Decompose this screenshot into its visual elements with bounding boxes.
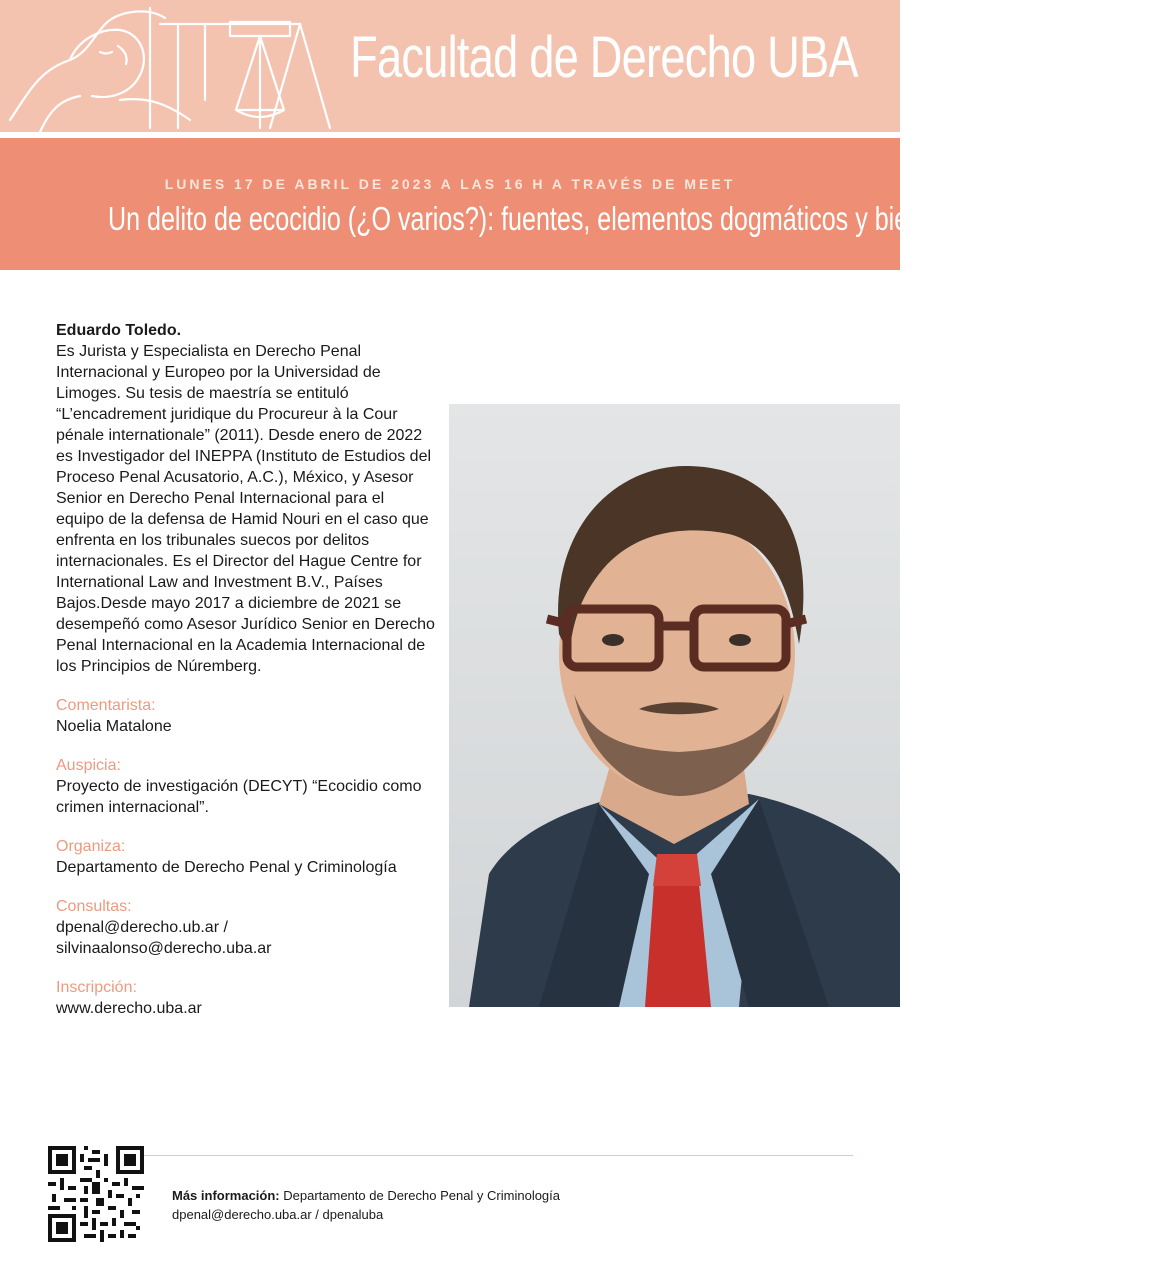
speaker-bio: Es Jurista y Especialista en Derecho Penal Internacional y Europeo por la Universidad de Limoges. Su tesis de maestría se entituló “L’encadrement juridique du Procureur à la Cour pénale internationale” (2011). Desde enero de 2022 es Investigador del INEPPA (Instituto de Estudios del Proceso Penal Acusatorio, A.C.), México, y Asesor Senior en Derecho Penal Internacional para el equipo de la defensa de Hamid Nouri en el caso que enfrenta en los tribunales suecos por delitos internacionales. Es el Director del Hague Centre for International Law and Investment B.V., Países Bajos.Desde mayo 2017 a diciembre de 2021 se desempeñó como Asesor Jurídico Senior en Derecho Penal Internacional en la Academia Internacional de los Principios de Núremberg.	[56, 343, 435, 675]
section-comentarista	[56, 695, 436, 737]
speaker-portrait-icon	[449, 404, 900, 1007]
consultas-email-2[interactable]: silvinaalonso@derecho.uba.ar	[56, 940, 272, 957]
footer-divider	[56, 1155, 853, 1156]
consultas-label: Consultas:	[56, 898, 132, 915]
event-title: Un delito de ecocidio (¿O varios?): fuentes, elementos dogmáticos y bienes jurídicos protegidos	[108, 200, 1173, 237]
organiza-label: Organiza:	[56, 838, 126, 855]
organiza-value: Departamento de Derecho Penal y Criminología	[56, 859, 397, 876]
auspicia-label: Auspicia:	[56, 757, 121, 774]
comentarista-value: Noelia Matalone	[56, 718, 172, 735]
speaker-name: Eduardo Toledo.	[56, 322, 182, 339]
section-organiza	[56, 836, 436, 878]
event-band	[0, 138, 1173, 270]
justice-illustration-icon	[0, 0, 360, 132]
more-info-label: Más información:	[172, 1188, 280, 1203]
footer-info	[172, 1186, 560, 1224]
more-info-value: Departamento de Derecho Penal y Criminología	[283, 1188, 561, 1203]
inscripcion-label: Inscripción:	[56, 979, 137, 996]
consultas-email-1[interactable]: dpenal@derecho.ub.ar /	[56, 919, 228, 936]
header-band	[0, 0, 900, 132]
brand-title: Facultad de Derecho UBA	[350, 25, 858, 90]
auspicia-value: Proyecto de investigación (DECYT) “Ecocidio como crimen internacional”.	[56, 778, 422, 816]
inscripcion-link[interactable]: www.derecho.uba.ar	[56, 1000, 202, 1017]
footer-contact[interactable]: dpenal@derecho.uba.ar / dpenaluba	[172, 1207, 384, 1222]
section-auspicia	[56, 755, 436, 818]
event-date: LUNES 17 DE ABRIL DE 2023 A LAS 16 H A TRAVÉS DE MEET	[164, 176, 736, 192]
section-consultas	[56, 896, 436, 959]
section-inscripcion	[56, 977, 436, 1019]
main-content	[56, 320, 436, 1019]
qr-code-icon[interactable]	[48, 1146, 144, 1242]
speaker-photo	[449, 404, 900, 1007]
comentarista-label: Comentarista:	[56, 697, 156, 714]
